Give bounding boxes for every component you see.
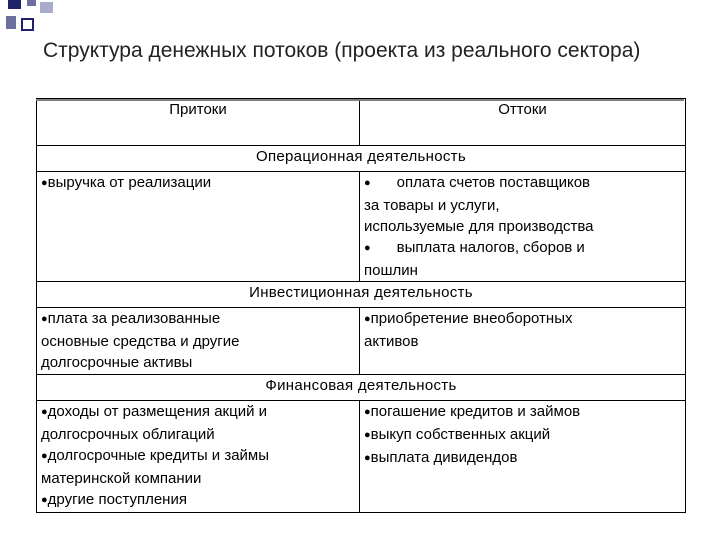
decor-square — [21, 18, 34, 31]
operating-outflows — [360, 172, 686, 282]
table-header-row — [37, 99, 686, 146]
section-financing-title: Финансовая деятельность — [37, 375, 686, 401]
section-investing-title: Инвестиционная деятельность — [37, 282, 686, 308]
cashflow-table — [36, 98, 686, 513]
bullet-icon: ● — [364, 406, 371, 418]
decor-square — [6, 16, 16, 29]
list-item: ●долгосрочные кредиты и займы — [41, 447, 270, 464]
list-item-continuation: пошлин — [364, 262, 418, 279]
bullet-icon: ● — [364, 429, 371, 441]
bullet-icon: ● — [41, 494, 48, 506]
table-row — [37, 308, 686, 375]
list-item-continuation: используемые для производства — [364, 218, 594, 235]
bullet-icon: ● — [41, 450, 48, 462]
section-row — [37, 375, 686, 401]
bullet-icon: ● — [364, 452, 371, 464]
list-item: ●приобретение внеоборотных — [364, 310, 573, 327]
section-row — [37, 282, 686, 308]
investing-inflows — [37, 308, 360, 375]
header-outflows: Оттоки — [360, 99, 686, 146]
operating-inflows — [37, 172, 360, 282]
title-underline — [36, 99, 684, 101]
corner-decoration — [0, 0, 60, 34]
list-item: ●погашение кредитов и займов — [364, 403, 581, 420]
list-item: ●выплата дивидендов — [364, 449, 518, 466]
bullet-icon: ● — [41, 177, 48, 189]
investing-outflows — [360, 308, 686, 375]
bullet-icon: ● — [364, 242, 371, 254]
section-operating-title: Операционная деятельность — [37, 146, 686, 172]
bullet-icon: ● — [41, 406, 48, 418]
list-item-continuation: материнской компании — [41, 470, 202, 487]
list-item: ● оплата счетов поставщиков — [364, 174, 591, 191]
slide-title: Структура денежных потоков (проекта из реального сектора) — [43, 39, 641, 62]
list-item: ●плата за реализованные — [41, 310, 221, 327]
list-item-continuation: долгосрочных облигаций — [41, 426, 215, 443]
list-item-continuation: долгосрочные активы — [41, 354, 193, 371]
table-row — [37, 401, 686, 513]
header-inflows: Притоки — [37, 99, 360, 146]
list-item: ● выплата налогов, сборов и — [364, 239, 585, 256]
table-row — [37, 172, 686, 282]
financing-outflows — [360, 401, 686, 513]
decor-square — [27, 0, 36, 6]
list-item-continuation: активов — [364, 333, 419, 350]
list-item-continuation: за товары и услуги, — [364, 197, 500, 214]
bullet-icon: ● — [364, 177, 371, 189]
list-item: ●выручка от реализации — [41, 174, 212, 191]
decor-square — [40, 2, 53, 13]
financing-inflows — [37, 401, 360, 513]
bullet-icon: ● — [41, 313, 48, 325]
list-item: ●другие поступления — [41, 491, 187, 508]
section-row — [37, 146, 686, 172]
list-item: ●доходы от размещения акций и — [41, 403, 267, 420]
list-item: ●выкуп собственных акций — [364, 426, 551, 443]
decor-square — [8, 0, 21, 9]
list-item-continuation: основные средства и другие — [41, 333, 240, 350]
bullet-icon: ● — [364, 313, 371, 325]
